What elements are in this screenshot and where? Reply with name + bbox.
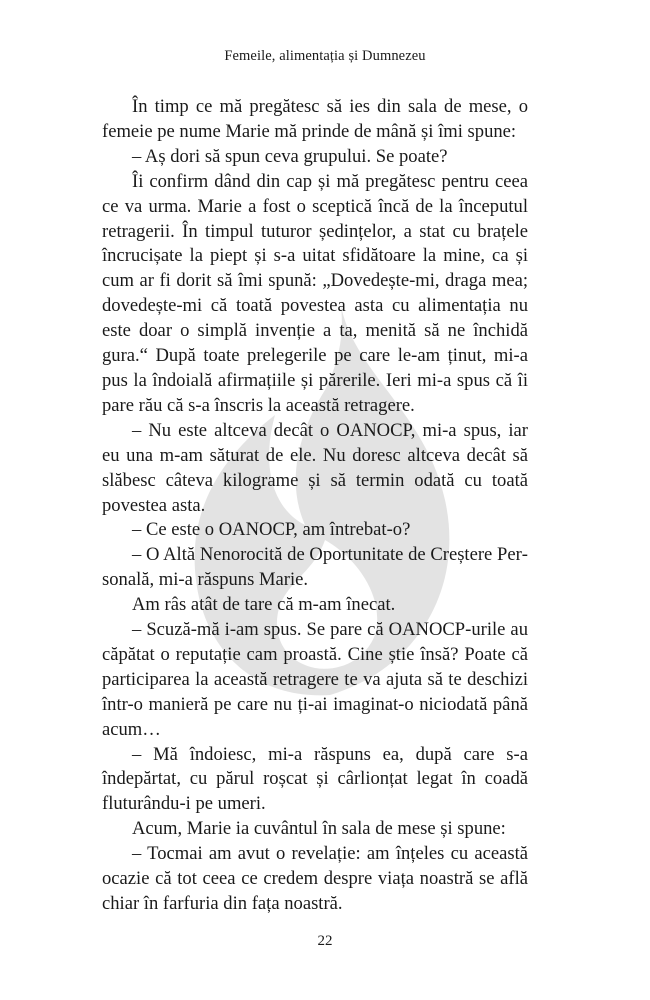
paragraph-2: – Aș dori să spun ceva grupului. Se poate? — [132, 145, 448, 167]
page-number: 22 — [317, 933, 333, 949]
paragraph-7: Am râs atât de tare că m-am înecat. — [132, 594, 396, 616]
paragraph-9: – Mă îndoiesc, mi-a răspuns ea, după care s-a îndepărtat, cu părul roșcat și cârlionțat legat în coadă fluturându-i pe umeri. — [102, 743, 528, 815]
paragraph-3: Îi confirm dând din cap și mă pregătesc pentru ceea ce va urma. Marie a fost o sceptică încă de la începutul retragerii. În timpul tuturor ședințelor, a stat cu brațele încrucișate la piept și s-a uitat sfidătoare la mine, ca și cum ar fi dorit să îmi spună: „Dovedește-mi, draga mea; dovedește-mi că toată povestea asta cu alimentația nu este doar o simplă invenție a ta, menită să ne închidă gura.“ După toate prelegerile pe care le-am ținut, mi-a pus la îndoială afirmațiile și părerile. Ieri mi-a spus că îi pare rău că s-a înscris la această retragere. — [102, 170, 528, 416]
paragraph-10: Acum, Marie ia cuvântul în sala de mese și spune: — [132, 818, 506, 840]
paragraph-6: – O Altă Nenorocită de Oportunitate de Creștere Personală, mi-a răspuns Marie. — [102, 544, 528, 591]
paragraph-8: – Scuză-mă i-am spus. Se pare că OANOCP-urile au căpătat o reputație cam proastă. Cine știe însă? Poate că participarea la această retragere te va ajuta să te deschizi într-o manieră pe care nu ți-ai imaginat-o niciodată până acum… — [102, 619, 528, 740]
paragraph-11: – Tocmai am avut o revelație: am înțeles cu această ocazie că tot ceea ce credem despre viața noastră se află chiar în farfuria din fața noastră. — [102, 843, 528, 914]
paragraph-5: – Ce este o OANOCP, am întrebat-o? — [132, 519, 411, 541]
body-text — [102, 95, 528, 917]
running-head: Femeile, alimentația și Dumnezeu — [224, 48, 426, 64]
paragraph-4: – Nu este altceva decât o OANOCP, mi-a spus, iar eu una m-am săturat de ele. Nu doresc altceva decât să slăbesc câteva kilograme și să termin odată cu toată povestea asta. — [102, 419, 528, 516]
paragraph-1: În timp ce mă pregătesc să ies din sala de mese, o femeie pe nume Marie mă prinde de mână și îmi spune: — [102, 96, 528, 142]
